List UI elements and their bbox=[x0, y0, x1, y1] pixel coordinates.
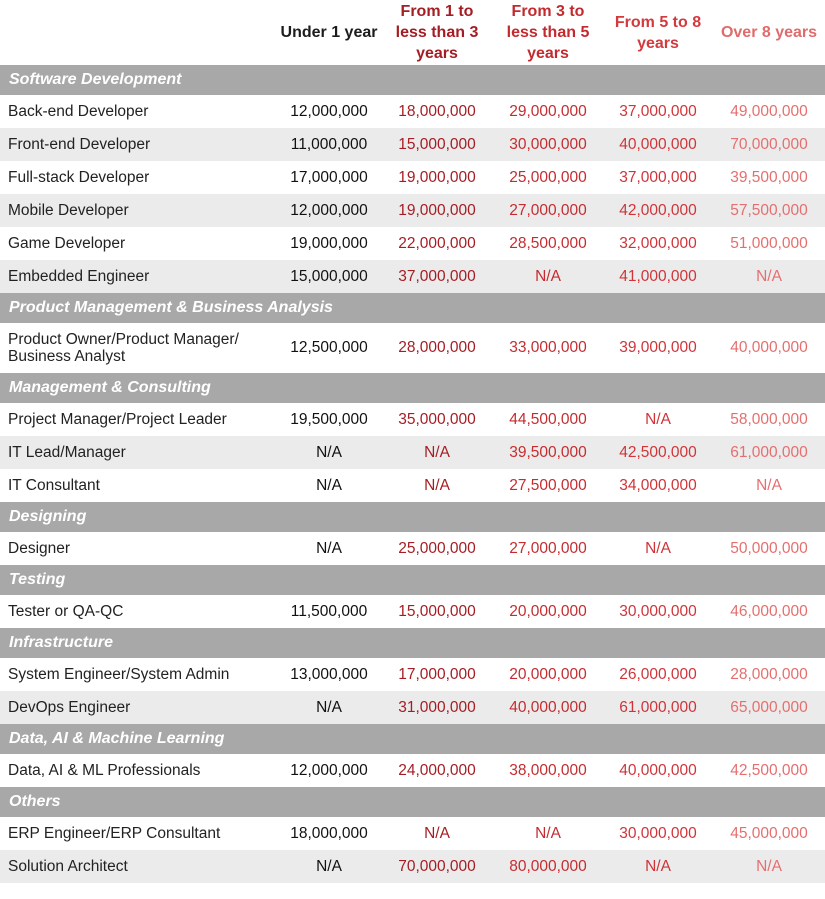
salary-cell: 44,500,000 bbox=[509, 410, 587, 428]
salary-cell: 70,000,000 bbox=[381, 850, 493, 883]
salary-cell: 20,000,000 bbox=[509, 602, 587, 620]
salary-cell: N/A bbox=[424, 476, 450, 494]
salary-cell: 80,000,000 bbox=[493, 850, 603, 883]
table-row bbox=[0, 658, 825, 691]
salary-cell: 12,000,000 bbox=[290, 761, 368, 779]
salary-cell: 27,500,000 bbox=[509, 476, 587, 494]
salary-cell: 50,000,000 bbox=[730, 539, 808, 557]
salary-cell: 70,000,000 bbox=[713, 128, 825, 161]
role-name: Solution Architect bbox=[0, 850, 277, 883]
role-name: Data, AI & ML Professionals bbox=[8, 762, 201, 779]
salary-cell: 12,000,000 bbox=[290, 102, 368, 120]
salary-cell: 41,000,000 bbox=[603, 260, 713, 293]
salary-cell: 65,000,000 bbox=[713, 691, 825, 724]
salary-cell: 45,000,000 bbox=[730, 824, 808, 842]
salary-cell: N/A bbox=[277, 850, 381, 883]
salary-cell: 51,000,000 bbox=[730, 234, 808, 252]
salary-cell: 11,000,000 bbox=[277, 128, 381, 161]
role-name: DevOps Engineer bbox=[0, 691, 277, 724]
salary-cell: 37,000,000 bbox=[381, 260, 493, 293]
table-row bbox=[0, 403, 825, 436]
section-row bbox=[0, 724, 825, 754]
section-row bbox=[0, 628, 825, 658]
salary-cell: N/A bbox=[277, 436, 381, 469]
section-row bbox=[0, 502, 825, 532]
section-title: Designing bbox=[0, 502, 825, 532]
section-title: Management & Consulting bbox=[0, 373, 825, 403]
salary-cell: 29,000,000 bbox=[509, 102, 587, 120]
role-name: Embedded Engineer bbox=[0, 260, 277, 293]
header-row bbox=[0, 0, 825, 65]
salary-cell: 27,000,000 bbox=[509, 539, 587, 557]
table-row bbox=[0, 194, 825, 227]
table-row bbox=[0, 161, 825, 194]
salary-cell: 18,000,000 bbox=[398, 102, 476, 120]
role-name: IT Lead/Manager bbox=[0, 436, 277, 469]
salary-cell: 37,000,000 bbox=[619, 168, 697, 186]
table-row bbox=[0, 595, 825, 628]
salary-cell: 12,000,000 bbox=[277, 194, 381, 227]
salary-cell: 40,000,000 bbox=[619, 761, 697, 779]
salary-cell: 40,000,000 bbox=[730, 339, 808, 356]
salary-cell: 11,500,000 bbox=[290, 602, 368, 620]
role-name: Project Manager/Project Leader bbox=[8, 411, 227, 428]
salary-cell: 15,000,000 bbox=[398, 602, 476, 620]
salary-cell: 30,000,000 bbox=[619, 824, 697, 842]
salary-cell: 19,500,000 bbox=[290, 410, 368, 428]
salary-cell: 19,000,000 bbox=[381, 194, 493, 227]
salary-cell: 35,000,000 bbox=[398, 410, 476, 428]
salary-cell: N/A bbox=[645, 410, 671, 428]
header-5-to-8-years: From 5 to 8 years bbox=[603, 0, 713, 65]
salary-cell: 38,000,000 bbox=[509, 761, 587, 779]
salary-cell: 15,000,000 bbox=[277, 260, 381, 293]
salary-cell: 34,000,000 bbox=[619, 476, 697, 494]
header-over-8-years: Over 8 years bbox=[713, 0, 825, 65]
salary-cell: N/A bbox=[316, 539, 342, 557]
salary-cell: 25,000,000 bbox=[398, 539, 476, 557]
table-row bbox=[0, 691, 825, 724]
header-under-1-year: Under 1 year bbox=[277, 0, 381, 65]
salary-cell: 42,000,000 bbox=[603, 194, 713, 227]
role-name: Back-end Developer bbox=[8, 103, 149, 120]
salary-cell: 39,500,000 bbox=[730, 168, 808, 186]
table-row bbox=[0, 817, 825, 850]
salary-cell: 39,000,000 bbox=[619, 339, 697, 356]
section-row bbox=[0, 65, 825, 95]
table-row bbox=[0, 323, 825, 373]
salary-cell: 40,000,000 bbox=[603, 128, 713, 161]
salary-cell: 49,000,000 bbox=[730, 102, 808, 120]
table-row bbox=[0, 850, 825, 883]
salary-cell: N/A bbox=[535, 824, 561, 842]
role-name: IT Consultant bbox=[8, 477, 100, 494]
section-title: Product Management & Business Analysis bbox=[0, 293, 825, 323]
salary-cell: N/A bbox=[316, 476, 342, 494]
salary-cell: 28,000,000 bbox=[398, 339, 476, 356]
table-row bbox=[0, 469, 825, 502]
salary-cell: 26,000,000 bbox=[619, 665, 697, 683]
salary-cell: 30,000,000 bbox=[493, 128, 603, 161]
section-row bbox=[0, 787, 825, 817]
role-name: ERP Engineer/ERP Consultant bbox=[8, 825, 221, 842]
salary-cell: N/A bbox=[713, 260, 825, 293]
salary-cell: 37,000,000 bbox=[619, 102, 697, 120]
salary-cell: 42,500,000 bbox=[603, 436, 713, 469]
salary-cell: 17,000,000 bbox=[398, 665, 476, 683]
salary-cell: 42,500,000 bbox=[730, 761, 808, 779]
role-name: System Engineer/System Admin bbox=[8, 666, 230, 683]
table-row bbox=[0, 128, 825, 161]
role-name: Tester or QA-QC bbox=[8, 603, 124, 620]
section-row bbox=[0, 565, 825, 595]
salary-cell: 61,000,000 bbox=[603, 691, 713, 724]
table-row bbox=[0, 532, 825, 565]
table-row bbox=[0, 260, 825, 293]
header-3-to-5-years: From 3 to less than 5 years bbox=[493, 0, 603, 65]
section-title: Software Development bbox=[0, 65, 825, 95]
salary-cell: 17,000,000 bbox=[290, 168, 368, 186]
table-body bbox=[0, 65, 825, 883]
salary-cell: 39,500,000 bbox=[493, 436, 603, 469]
section-title: Others bbox=[0, 787, 825, 817]
salary-cell: 61,000,000 bbox=[713, 436, 825, 469]
section-title: Data, AI & Machine Learning bbox=[0, 724, 825, 754]
salary-cell: 22,000,000 bbox=[398, 234, 476, 252]
salary-cell: 15,000,000 bbox=[381, 128, 493, 161]
section-row bbox=[0, 373, 825, 403]
table-row bbox=[0, 754, 825, 787]
salary-cell: 24,000,000 bbox=[398, 761, 476, 779]
salary-cell: 31,000,000 bbox=[381, 691, 493, 724]
salary-cell: N/A bbox=[493, 260, 603, 293]
section-row bbox=[0, 293, 825, 323]
salary-cell: 13,000,000 bbox=[290, 665, 368, 683]
salary-cell: 18,000,000 bbox=[290, 824, 368, 842]
salary-cell: 12,500,000 bbox=[290, 339, 368, 356]
salary-cell: 32,000,000 bbox=[619, 234, 697, 252]
salary-cell: 33,000,000 bbox=[509, 339, 587, 356]
salary-cell: 20,000,000 bbox=[509, 665, 587, 683]
salary-cell: 28,000,000 bbox=[730, 665, 808, 683]
role-name: Mobile Developer bbox=[0, 194, 277, 227]
salary-cell: N/A bbox=[277, 691, 381, 724]
table-row bbox=[0, 436, 825, 469]
header-1-to-3-years: From 1 to less than 3 years bbox=[381, 0, 493, 65]
salary-cell: N/A bbox=[381, 436, 493, 469]
table-row bbox=[0, 95, 825, 128]
salary-cell: 19,000,000 bbox=[398, 168, 476, 186]
role-name: Full-stack Developer bbox=[8, 169, 150, 186]
salary-cell: 28,500,000 bbox=[509, 234, 587, 252]
salary-cell: N/A bbox=[603, 850, 713, 883]
salary-cell: 46,000,000 bbox=[730, 602, 808, 620]
header-role bbox=[0, 0, 277, 65]
salary-cell: N/A bbox=[756, 476, 782, 494]
table-header bbox=[0, 0, 825, 65]
table-row bbox=[0, 227, 825, 260]
salary-cell: 40,000,000 bbox=[493, 691, 603, 724]
role-name: Game Developer bbox=[8, 235, 126, 252]
salary-cell: 27,000,000 bbox=[493, 194, 603, 227]
section-title: Infrastructure bbox=[0, 628, 825, 658]
section-title: Testing bbox=[0, 565, 825, 595]
salary-cell: 57,500,000 bbox=[713, 194, 825, 227]
salary-cell: N/A bbox=[424, 824, 450, 842]
role-name: Front-end Developer bbox=[0, 128, 277, 161]
salary-cell: 25,000,000 bbox=[509, 168, 587, 186]
salary-cell: 58,000,000 bbox=[730, 410, 808, 428]
role-name: Designer bbox=[8, 540, 71, 557]
role-name: Product Owner/Product Manager/ Business Analyst bbox=[8, 331, 239, 365]
salary-cell: 30,000,000 bbox=[619, 602, 697, 620]
salary-cell: N/A bbox=[713, 850, 825, 883]
salary-cell: N/A bbox=[645, 539, 671, 557]
salary-cell: 19,000,000 bbox=[290, 234, 368, 252]
